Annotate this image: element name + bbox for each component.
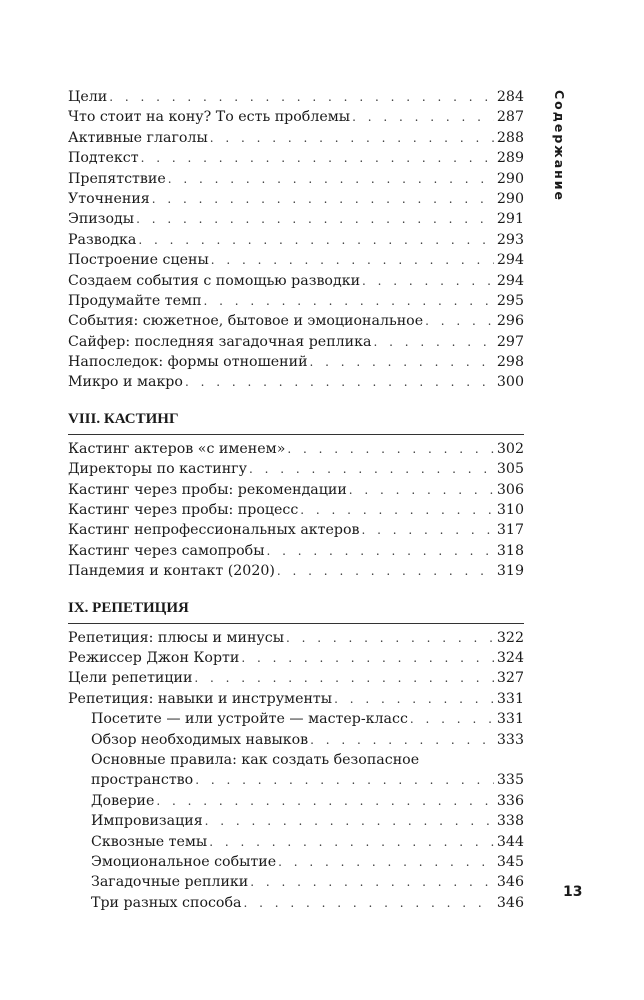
toc-entry-page: 345: [496, 853, 524, 870]
toc-entry-title: Эмоциональное событие: [91, 853, 277, 870]
toc-entry-page: 293: [496, 231, 524, 248]
page-number: 13: [563, 884, 583, 900]
toc-entry[interactable]: [68, 668, 524, 688]
dot-leader: [300, 500, 494, 520]
toc-entry-page: 302: [496, 440, 524, 457]
toc-entry[interactable]: [68, 352, 524, 372]
toc-entry-page: 298: [496, 354, 524, 371]
toc-entry[interactable]: [68, 250, 524, 270]
toc-entry-page: 289: [496, 150, 524, 167]
toc-entry-page: 306: [496, 481, 524, 498]
toc-entry[interactable]: [68, 209, 524, 229]
toc-entry[interactable]: [68, 169, 524, 189]
section-heading-rehearsal[interactable]: IX. РЕПЕТИЦИЯ: [68, 596, 524, 624]
toc-subentry[interactable]: [68, 811, 524, 831]
toc-entry-page: 310: [496, 502, 524, 519]
toc-entry-page: 319: [496, 563, 524, 580]
toc-entry-page: 335: [496, 772, 524, 789]
toc-entry[interactable]: [68, 459, 524, 479]
toc-entry-page: 287: [496, 109, 524, 126]
dot-leader: [211, 250, 494, 270]
toc-entry-title: Режиссер Джон Корти: [68, 649, 240, 666]
dot-leader: [141, 148, 494, 168]
dot-leader: [334, 689, 494, 709]
table-of-contents: [68, 87, 524, 913]
toc-entry-page: 305: [496, 461, 524, 478]
dot-leader: [310, 352, 494, 372]
toc-entry-title: Импровизация: [91, 813, 203, 830]
toc-entry-page: 322: [496, 629, 524, 646]
dot-leader: [210, 128, 494, 148]
toc-subentry[interactable]: [68, 750, 524, 791]
toc-subentry[interactable]: [68, 709, 524, 729]
toc-entry-title: Эпизоды: [68, 211, 135, 228]
toc-entry-page: 327: [496, 670, 524, 687]
toc-entry-title: Цели: [68, 89, 108, 105]
toc-entry-title: Подтекст: [68, 150, 139, 167]
toc-entry-title: Посетите — или устройте — мастер-класс: [91, 711, 408, 728]
section-heading-casting[interactable]: VIII. КАСТИНГ: [68, 407, 524, 435]
toc-entry-page: 290: [496, 190, 524, 207]
toc-entry[interactable]: [68, 561, 524, 581]
toc-entry[interactable]: [68, 500, 524, 520]
toc-entry[interactable]: [68, 372, 524, 392]
toc-entry-title: Активные глаголы: [68, 129, 208, 146]
toc-entry-title: Кастинг через пробы: процесс: [68, 502, 299, 519]
toc-entry[interactable]: [68, 230, 524, 250]
toc-entry-page: 300: [496, 374, 524, 391]
dot-leader: [156, 791, 494, 811]
dot-leader: [287, 439, 494, 459]
toc-entry[interactable]: [68, 480, 524, 500]
toc-entry-title: Что стоит на кону? То есть проблемы: [68, 109, 351, 126]
toc-entry-title: Три разных способа: [91, 894, 242, 911]
toc-entry[interactable]: [68, 291, 524, 311]
dot-leader: [373, 332, 493, 352]
dot-leader: [241, 648, 494, 668]
toc-entry-title-cont: пространство: [91, 772, 194, 789]
toc-block-1: [68, 87, 524, 393]
toc-entry[interactable]: [68, 189, 524, 209]
toc-entry-title: Обзор необходимых навыков: [91, 731, 309, 748]
toc-entry-page: 338: [496, 813, 524, 830]
dot-leader: [267, 541, 494, 561]
toc-entry-title: Разводка: [68, 231, 137, 248]
toc-entry-page: 294: [496, 252, 524, 269]
toc-entry-title: Напоследок: формы отношений: [68, 354, 308, 371]
toc-entry[interactable]: [68, 311, 524, 331]
dot-leader: [185, 372, 494, 392]
dot-leader: [349, 480, 494, 500]
toc-entry-title: Загадочные реплики: [91, 874, 249, 891]
dot-leader: [362, 271, 494, 291]
toc-entry-title: Продумайте темп: [68, 292, 202, 309]
dot-leader: [205, 811, 494, 831]
toc-entry-continuation: [91, 770, 524, 790]
toc-entry-page: 288: [496, 129, 524, 146]
toc-entry-title: Кастинг через пробы: рекомендации: [68, 481, 347, 498]
toc-subentry[interactable]: [68, 872, 524, 892]
dot-leader: [277, 561, 494, 581]
toc-entry-title: Кастинг актеров «с именем»: [68, 440, 286, 457]
dot-leader: [209, 832, 494, 852]
toc-entry-title: Сайфер: последняя загадочная реплика: [68, 333, 372, 350]
dot-leader: [362, 520, 494, 540]
dot-leader: [109, 87, 494, 107]
toc-entry-title: Уточнения: [68, 190, 150, 207]
toc-entry[interactable]: [68, 332, 524, 352]
toc-subentry[interactable]: [68, 730, 524, 750]
toc-entry-page: 297: [496, 333, 524, 350]
toc-entry-page: 294: [496, 272, 524, 289]
toc-entry-title: Создаем события с помощью разводки: [68, 272, 361, 289]
toc-entry[interactable]: [68, 107, 524, 127]
toc-entry[interactable]: [68, 87, 524, 107]
toc-entry-title: Построение сцены: [68, 252, 209, 269]
toc-section-casting: [68, 439, 524, 582]
toc-entry-page: 346: [496, 894, 524, 911]
toc-entry-title: Микро и макро: [68, 374, 183, 391]
running-head: [550, 90, 572, 210]
toc-entry-title: События: сюжетное, бытовое и эмоциональное: [68, 313, 424, 330]
toc-entry-page: 324: [496, 649, 524, 666]
toc-entry[interactable]: [68, 439, 524, 459]
toc-entry-title: Репетиция: навыки и инструменты: [68, 690, 333, 707]
toc-entry-page: 290: [496, 170, 524, 187]
dot-leader: [195, 770, 494, 790]
toc-entry-page: 318: [496, 542, 524, 559]
toc-entry[interactable]: [68, 541, 524, 561]
toc-entry-title: Основные правила: как создать безопасное: [91, 751, 420, 768]
toc-subentry[interactable]: [68, 832, 524, 852]
toc-entry-page: 331: [496, 690, 524, 707]
toc-entry-page: 284: [496, 89, 524, 105]
toc-entry-title: Кастинг через самопробы: [68, 542, 265, 559]
dot-leader: [352, 107, 494, 127]
dot-leader: [138, 230, 494, 250]
toc-entry[interactable]: [68, 128, 524, 148]
dot-leader: [249, 459, 494, 479]
toc-entry-page: 336: [496, 792, 524, 809]
toc-entry-page: 344: [496, 833, 524, 850]
dot-leader: [194, 668, 493, 688]
toc-entry-title: Репетиция: плюсы и минусы: [68, 629, 284, 646]
toc-entry-page: 346: [496, 874, 524, 891]
toc-entry-page: 291: [496, 211, 524, 228]
toc-subentry[interactable]: [68, 791, 524, 811]
dot-leader: [168, 169, 494, 189]
toc-entry[interactable]: [68, 271, 524, 291]
toc-entry[interactable]: [68, 148, 524, 168]
dot-leader: [425, 311, 494, 331]
dot-leader: [250, 872, 494, 892]
dot-leader: [286, 628, 494, 648]
toc-entry-page: 296: [496, 313, 524, 330]
toc-entry[interactable]: [68, 689, 524, 709]
toc-entry[interactable]: [68, 628, 524, 648]
toc-entry-title: Директоры по кастингу: [68, 461, 247, 478]
toc-entry-title: Пандемия и контакт (2020): [68, 563, 275, 580]
toc-entry-title: Сквозные темы: [91, 833, 208, 850]
toc-entry-title: Препятствие: [68, 170, 166, 187]
toc-entry-title: Доверие: [91, 792, 155, 809]
toc-subentry[interactable]: [68, 893, 524, 913]
toc-entry-title: Цели репетиции: [68, 670, 193, 687]
toc-entry-page: 295: [496, 292, 524, 309]
toc-entry[interactable]: [68, 648, 524, 668]
dot-leader: [243, 893, 493, 913]
toc-section-rehearsal: [68, 628, 524, 913]
dot-leader: [152, 189, 494, 209]
running-head-text: Содержание: [552, 90, 567, 203]
dot-leader: [410, 709, 494, 729]
toc-entry-title: Кастинг непрофессиональных актеров: [68, 522, 360, 539]
toc-subentry[interactable]: [68, 852, 524, 872]
dot-leader: [278, 852, 494, 872]
dot-leader: [310, 730, 494, 750]
toc-entry-page: 317: [496, 522, 524, 539]
dot-leader: [204, 291, 494, 311]
toc-entry-page: 331: [496, 711, 524, 728]
dot-leader: [136, 209, 494, 229]
toc-entry-page: 333: [496, 731, 524, 748]
toc-entry[interactable]: [68, 520, 524, 540]
